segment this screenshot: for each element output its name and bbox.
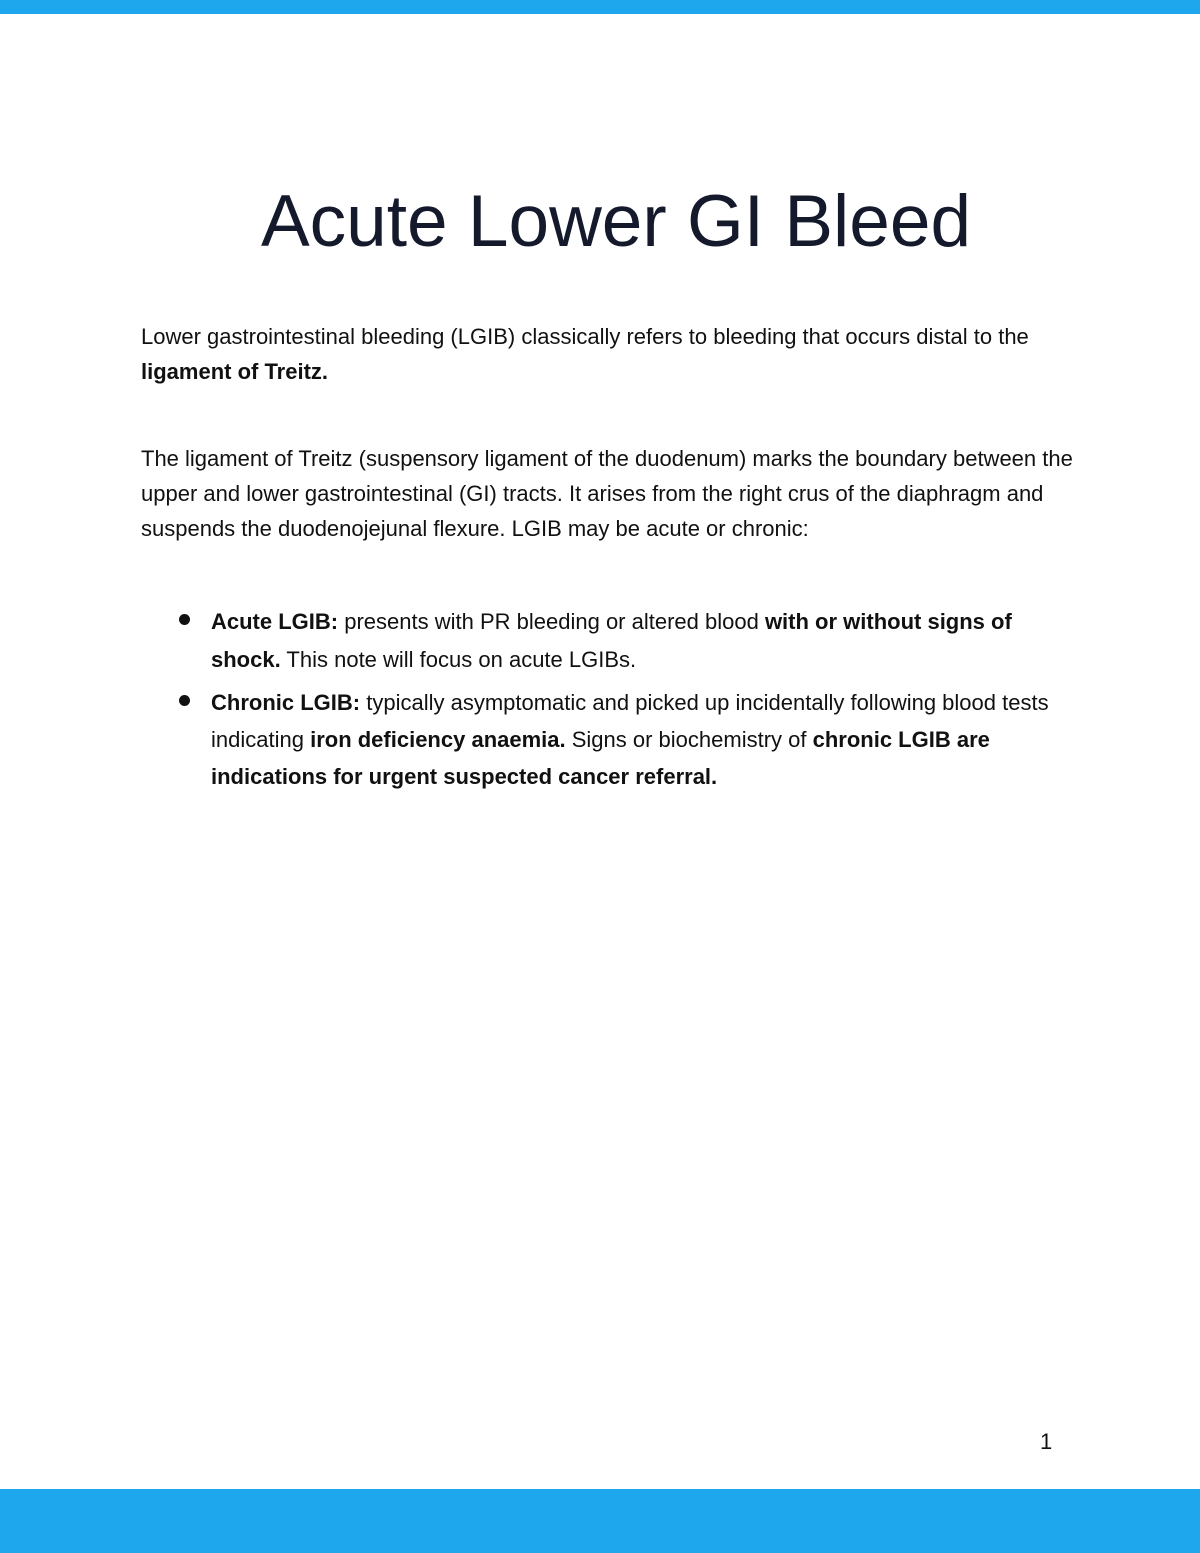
page-number: 1 xyxy=(1040,1429,1053,1454)
bullet-text: presents with PR bleeding or altered blood xyxy=(338,609,765,634)
bullet-dot-icon xyxy=(179,695,190,706)
intro-paragraph xyxy=(141,319,1081,389)
bullet-label: Acute LGIB: xyxy=(211,609,339,634)
bullet-text: typically asymptomatic and picked up incidentally following blood tests indicating xyxy=(211,690,1049,752)
treitz-paragraph: The ligament of Treitz (suspensory ligament of the duodenum) marks the boundary between the upper and lower gastrointestinal (GI) tracts. It arises from the right crus of the diaphragm and suspends the duodenojejunal flexure. LGIB may be acute or chronic: xyxy=(141,446,1073,541)
bullet-bold-text: iron deficiency anaemia. xyxy=(310,727,566,752)
bullet-bold-text: chronic LGIB are indications for urgent suspected cancer referral. xyxy=(211,727,990,789)
list-item-chronic-lgib xyxy=(211,684,1061,795)
intro-text: Lower gastrointestinal bleeding (LGIB) classically refers to bleeding that occurs distal to the xyxy=(141,324,1029,349)
bottom-accent-bar xyxy=(0,1489,1200,1553)
bullet-text: Signs or biochemistry of xyxy=(565,727,813,752)
bullet-label: Chronic LGIB: xyxy=(211,690,361,715)
list-item-acute-lgib xyxy=(211,603,1061,679)
bullet-text: This note will focus on acute LGIBs. xyxy=(280,647,637,672)
bullet-bold-text: with or without signs of shock. xyxy=(211,609,1012,672)
top-accent-bar xyxy=(0,0,1200,14)
bullet-dot-icon xyxy=(179,614,190,625)
page-title: Acute Lower GI Bleed xyxy=(260,181,972,262)
intro-bold-term: ligament of Treitz. xyxy=(141,359,329,384)
lgib-types-list xyxy=(0,603,1200,795)
